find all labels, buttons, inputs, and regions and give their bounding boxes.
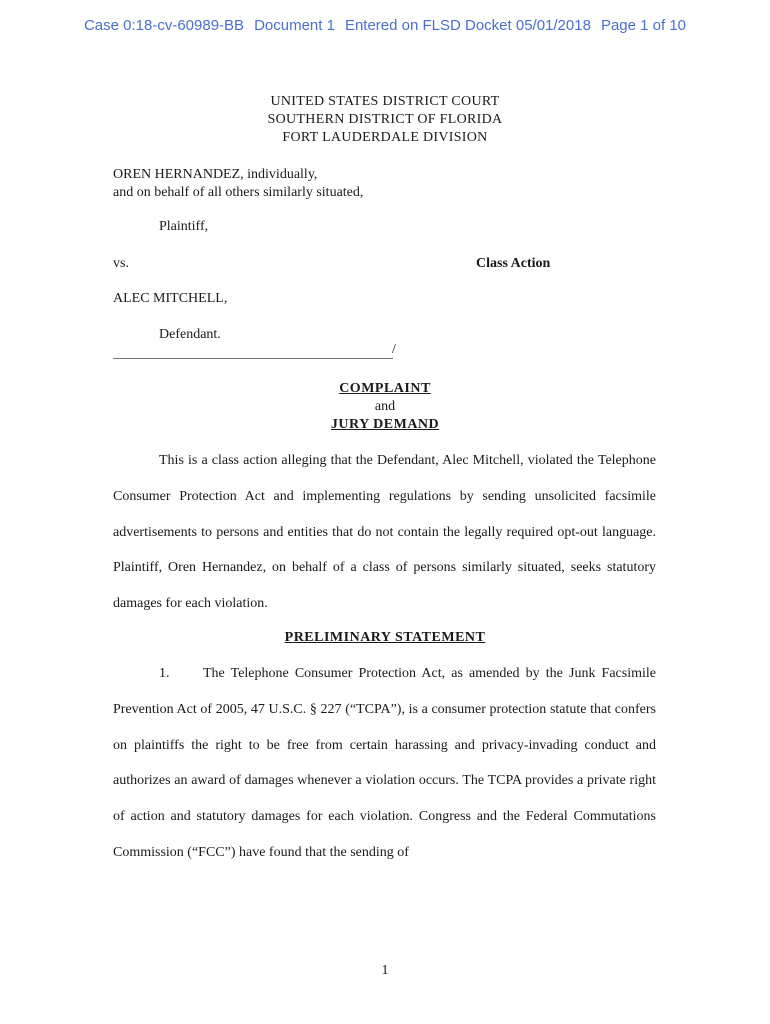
page-number: 1 [381,963,389,978]
paragraph-number: 1. [159,666,170,681]
docket-entry: Entered on FLSD Docket 05/01/2018 [344,17,591,34]
plaintiff-role: Plaintiff, [159,219,209,234]
caption-divider [113,358,393,359]
versus: vs. [113,256,129,271]
docket-stamp [0,17,770,34]
court-line-1: UNITED STATES DISTRICT COURT [270,94,500,109]
class-action-label: Class Action [476,256,551,271]
case-number: Case 0:18-cv-60989-BB [83,17,245,34]
court-line-3: FORT LAUDERDALE DIVISION [282,130,488,145]
defendant-name: ALEC MITCHELL, [113,291,228,306]
caption-slash: / [392,342,396,357]
defendant-role: Defendant. [159,327,221,342]
paragraph-1-text: The Telephone Consumer Protection Act, as amended by the Junk Facsimile Prevention Act of 2005, 47 U.S.C. § 227 (“TCPA”), is a consumer protection statute that confers on plaintiffs the right to be free from certain harassing and privacy-invading conduct and authorizes an award of damages whenever a violation occurs. The TCPA provides a private right of action and statutory damages for each violation. Congress and the Federal Commutations Commission (“FCC”) have found that the sending of [113,666,656,860]
plaintiff-name [113,166,363,202]
document-titles [0,380,770,434]
plaintiff-line-2: and on behalf of all others similarly situated, [113,185,364,200]
preliminary-statement-heading: PRELIMINARY STATEMENT [284,630,486,645]
page-count: Page 1 of 10 [600,17,687,34]
plaintiff-line-1: OREN HERNANDEZ, individually, [113,167,318,182]
paragraph-1 [113,656,656,871]
document-number: Document 1 [254,17,335,34]
complaint-title: COMPLAINT [339,381,431,396]
court-heading [0,93,770,147]
jury-demand-title: JURY DEMAND [330,417,440,432]
intro-paragraph: This is a class action alleging that the Defendant, Alec Mitchell, violated the Telephone Consumer Protection Act and implementing regulations by sending unsolicited facsimile advertisements to persons and entities that do not contain the legally required opt-out language. Plaintiff, Oren Hernandez, on behalf of a class of persons similarly situated, seeks statutory damages for each violation. [113,453,656,612]
and-connector: and [374,399,396,414]
court-line-2: SOUTHERN DISTRICT OF FLORIDA [267,112,503,127]
